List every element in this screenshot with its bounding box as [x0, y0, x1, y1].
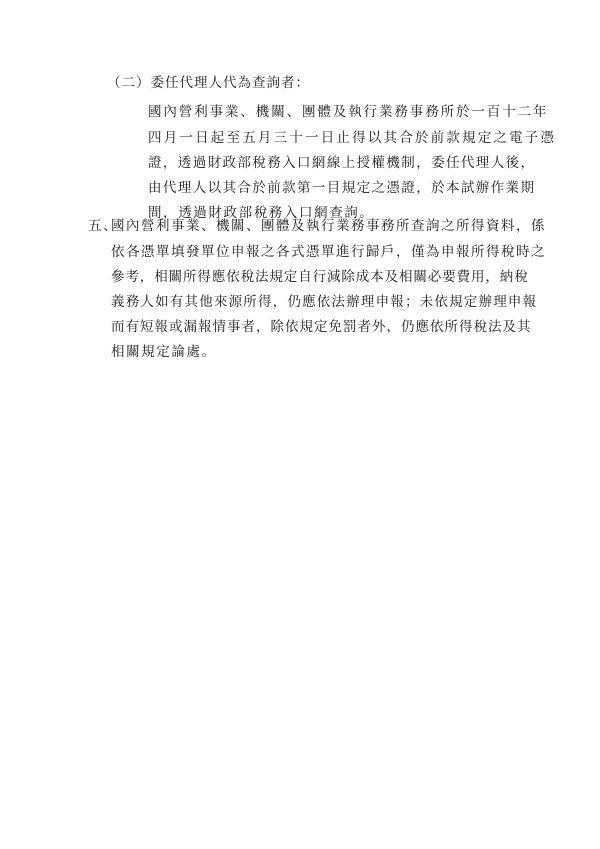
item-five-line: 相關規定論處。: [111, 344, 217, 360]
item-five-line: 而有短報或漏報情事者，除依規定免罰者外，仍應依所得稅法及其: [111, 319, 532, 335]
subsection-line: 四月一日起至五月三十一日止得以其合於前款規定之電子憑: [148, 130, 557, 146]
subsection-heading: （二）委任代理人代為查詢者：: [107, 75, 310, 91]
subsection-line: 證，透過財政部稅務入口網線上授權機制，委任代理人後，: [148, 155, 536, 171]
subsection-line: 國內營利事業、機關、團體及執行業務事務所於一百十二年: [148, 104, 549, 120]
subsection-line: 由代理人以其合於前款第一目規定之憑證，於本試辦作業期: [148, 180, 536, 196]
item-five-line: 參考，相關所得應依稅法規定自行減除成本及相關必要費用，納稅: [111, 269, 529, 285]
item-five-marker: 五、: [88, 218, 119, 234]
subsection-line: 間，透過財政部稅務入口網查詢。: [148, 205, 375, 221]
item-five-line: 義務人如有其他來源所得，仍應依法辦理申報；未依規定辦理申報: [111, 294, 538, 310]
item-five-line: 國內營利事業、機關、團體及執行業務事務所查詢之所得資料，係: [111, 218, 546, 234]
item-five-line: 依各憑單填發單位申報之各式憑單進行歸戶，僅為申報所得稅時之: [111, 244, 546, 260]
